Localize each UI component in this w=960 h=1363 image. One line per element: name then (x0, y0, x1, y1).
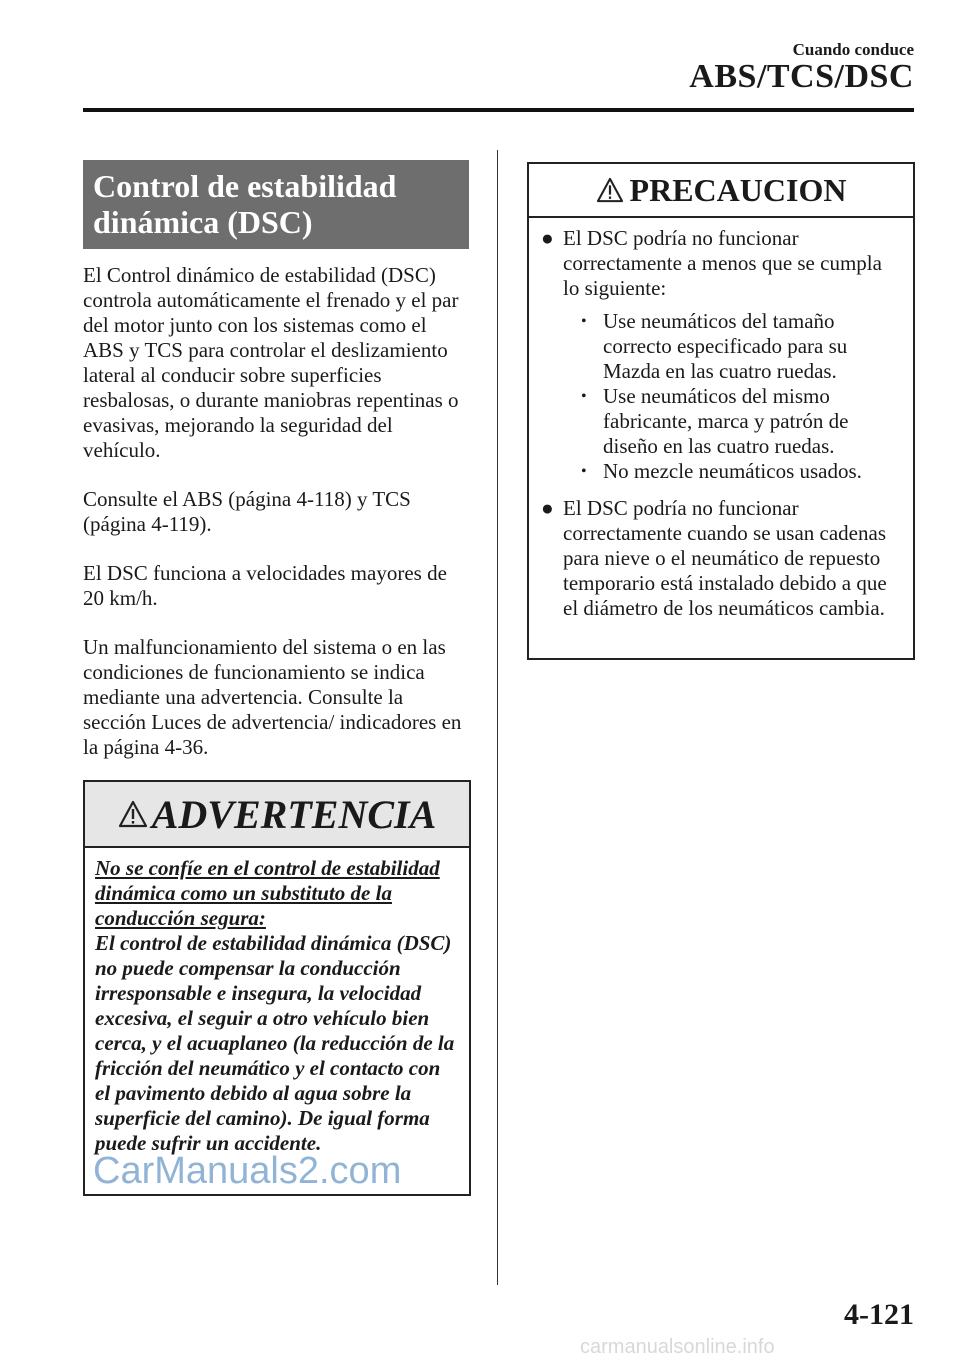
caution-header (529, 164, 913, 218)
section-title: Control de estabilidad dinámica (DSC) (83, 160, 469, 249)
list-item (563, 459, 903, 484)
caution-sublist (563, 309, 903, 484)
caution-title: PRECAUCION (629, 171, 847, 208)
caution-body (529, 218, 913, 621)
bullet-icon: • (581, 313, 587, 330)
watermark-logo: CarManuals2.com (93, 1150, 402, 1192)
caution-subitem-text: Use neumáticos del mismo fabricante, marca y patrón de diseño en las cuatro ruedas. (603, 384, 849, 458)
paragraph-intro: El Control dinámico de estabilidad (DSC) controla automáticamente el frenado y el par del motor junto con los sistemas como el ABS y TCS para controlar el deslizamiento lateral al conducir sobre superficies resbalosas, o durante maniobras repentinas o evasivas, mejorando la seguridad del vehículo. (83, 263, 459, 462)
list-item (539, 496, 903, 621)
bullet-icon: ● (541, 226, 554, 250)
list-item (539, 226, 903, 484)
bullet-icon: ● (541, 496, 554, 520)
caution-box (527, 162, 915, 660)
column-divider (497, 150, 498, 1285)
warning-title: ADVERTENCIA (151, 791, 437, 837)
warning-header (85, 782, 469, 848)
warning-text: El control de estabilidad dinámica (DSC) no puede compensar la conducción irresponsable e insegura, la velocidad excesiva, el seguir a otro vehículo bien cerca, y el acuaplaneo (la reducción de la fricción del neumático y el contacto con el pavimento debido al agua sobre la superficie del camino). De igual forma puede sufrir un accidente. (95, 931, 455, 1155)
bullet-icon: • (581, 388, 587, 405)
footer-url: carmanualsonline.info (580, 1336, 775, 1358)
warning-body (85, 848, 469, 1156)
warning-triangle-icon (596, 177, 624, 203)
warning-lead: No se confíe en el control de estabilidad dinámica como un substituto de la conducción segura: (95, 856, 440, 930)
warning-triangle-icon (118, 800, 148, 828)
paragraph-speed: El DSC funciona a velocidades mayores de 20 km/h. (83, 561, 447, 610)
caution-subitem-text: Use neumáticos del tamaño correcto especificado para su Mazda en las cuatro ruedas. (603, 309, 848, 383)
list-item (563, 384, 903, 459)
warning-box (83, 780, 471, 1196)
left-column (83, 160, 469, 760)
page-number: 4-121 (844, 1298, 914, 1331)
caution-subitem-text: No mezcle neumáticos usados. (603, 459, 862, 483)
list-item (563, 309, 903, 384)
header-section-label: Cuando conduce (792, 40, 914, 59)
bullet-icon: • (581, 463, 587, 480)
caution-item-text: El DSC podría no funcionar correctamente cuando se usan cadenas para nieve o el neumático de repuesto temporario está instalado debido a que el diámetro de los neumáticos cambia. (563, 496, 887, 620)
caution-item-text: El DSC podría no funcionar correctamente a menos que se cumpla lo siguiente: (563, 226, 882, 300)
header-title: ABS/TCS/DSC (689, 58, 914, 95)
paragraph-reference: Consulte el ABS (página 4-118) y TCS (página 4-119). (83, 487, 411, 536)
header-rule (83, 108, 914, 112)
paragraph-malfunction: Un malfuncionamiento del sistema o en las condiciones de funcionamiento se indica mediante una advertencia. Consulte la sección Luces de advertencia/ indicadores en la página 4-36. (83, 635, 462, 759)
